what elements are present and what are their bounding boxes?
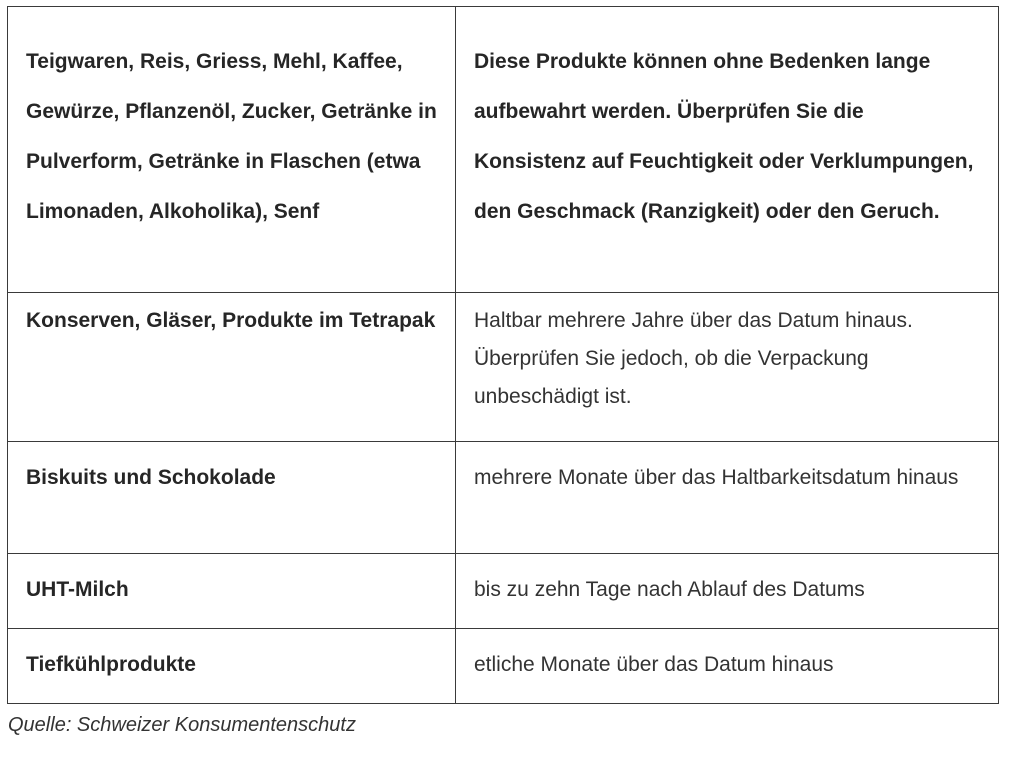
product-cell: Teigwaren, Reis, Griess, Mehl, Kaffee, Gewürze, Pflanzenöl, Zucker, Getränke in Pulverform, Getränke in Flaschen (etwa Limonaden, Alkoholika), Senf xyxy=(8,7,456,293)
product-cell: Biskuits und Schokolade xyxy=(8,442,456,554)
product-cell: Tiefkühlprodukte xyxy=(8,629,456,704)
info-cell: bis zu zehn Tage nach Ablauf des Datums xyxy=(456,554,999,629)
table-row xyxy=(8,7,999,293)
info-cell: Diese Produkte können ohne Bedenken lange aufbewahrt werden. Überprüfen Sie die Konsistenz auf Feuchtigkeit oder Verklumpungen, den Geschmack (Ranzigkeit) oder den Geruch. xyxy=(456,7,999,293)
shelf-life-table-container xyxy=(7,6,998,704)
source-caption: Quelle: Schweizer Konsumentenschutz xyxy=(8,714,356,736)
info-cell: mehrere Monate über das Haltbarkeitsdatum hinaus xyxy=(456,442,999,554)
shelf-life-table xyxy=(7,6,999,704)
product-cell: Konserven, Gläser, Produkte im Tetrapak xyxy=(8,293,456,442)
table-row xyxy=(8,442,999,554)
info-cell: etliche Monate über das Datum hinaus xyxy=(456,629,999,704)
table-row xyxy=(8,554,999,629)
product-cell: UHT-Milch xyxy=(8,554,456,629)
table-row xyxy=(8,293,999,442)
info-cell: Haltbar mehrere Jahre über das Datum hinaus. Überprüfen Sie jedoch, ob die Verpackung unbeschädigt ist. xyxy=(456,293,999,442)
table-row xyxy=(8,629,999,704)
